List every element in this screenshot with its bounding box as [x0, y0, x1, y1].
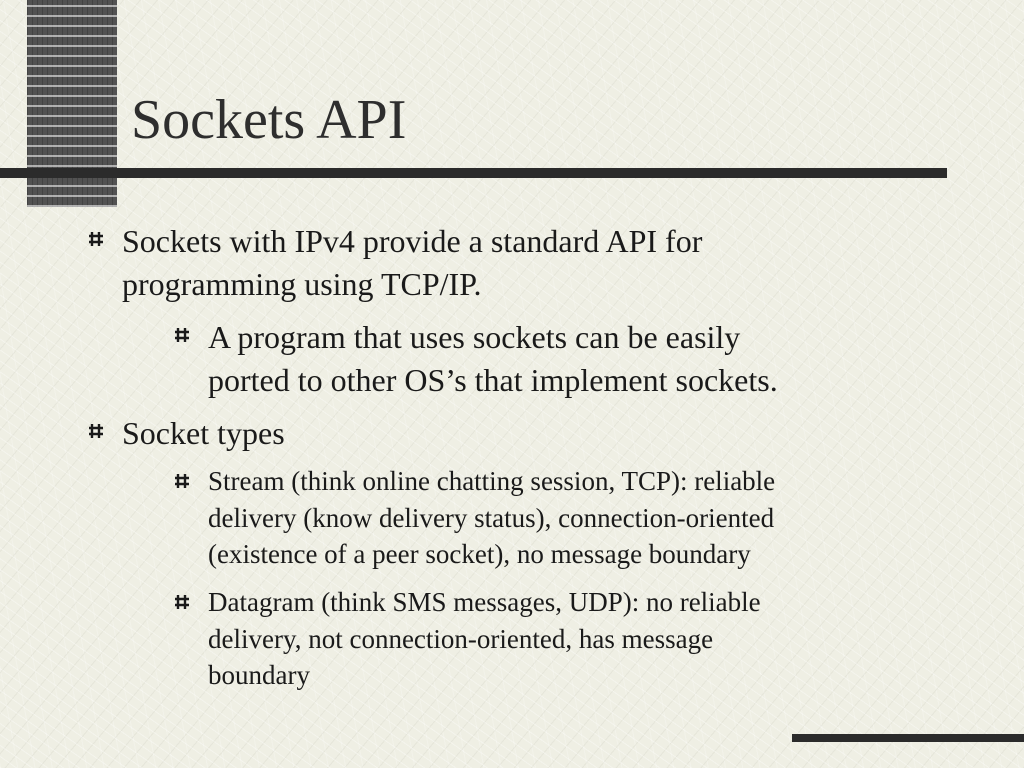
bullet-item	[88, 220, 702, 306]
slide-title: Sockets API	[131, 89, 407, 151]
bullet-line: (existence of a peer socket), no message boundary	[208, 539, 751, 569]
sub-bullet-item	[174, 584, 761, 694]
bullet-line: Sockets with IPv4 provide a standard API for	[122, 223, 703, 259]
bullet-line: delivery, not connection-oriented, has message	[208, 623, 714, 654]
bullet-text	[122, 220, 702, 306]
hash-bullet-icon	[88, 231, 104, 247]
sub-bullet-text	[208, 316, 778, 402]
title-divider	[0, 168, 947, 178]
sub-bullet-item	[174, 316, 778, 402]
bullet-text	[122, 412, 285, 455]
hash-bullet-icon	[174, 327, 190, 343]
hash-bullet-icon	[88, 423, 104, 439]
bullet-line: delivery (know delivery status), connection-oriented	[208, 502, 775, 533]
hash-bullet-icon	[174, 594, 190, 610]
bullet-line: programming using TCP/IP.	[122, 266, 482, 302]
bottom-divider	[792, 734, 1024, 742]
bullet-item	[88, 412, 285, 455]
bullet-line: Datagram (think SMS messages, UDP): no reliable	[208, 587, 761, 617]
hash-bullet-icon	[174, 473, 190, 489]
bullet-line: ported to other OS’s that implement sockets.	[208, 362, 778, 398]
sub-bullet-item	[174, 463, 775, 573]
bullet-line: Stream (think online chatting session, TCP): reliable	[208, 466, 776, 496]
bullet-line: Socket types	[122, 415, 285, 451]
bullet-line: boundary	[208, 660, 310, 690]
bullet-line: A program that uses sockets can be easily	[208, 319, 741, 355]
sub-bullet-text	[208, 584, 761, 694]
sub-bullet-text	[208, 463, 775, 573]
